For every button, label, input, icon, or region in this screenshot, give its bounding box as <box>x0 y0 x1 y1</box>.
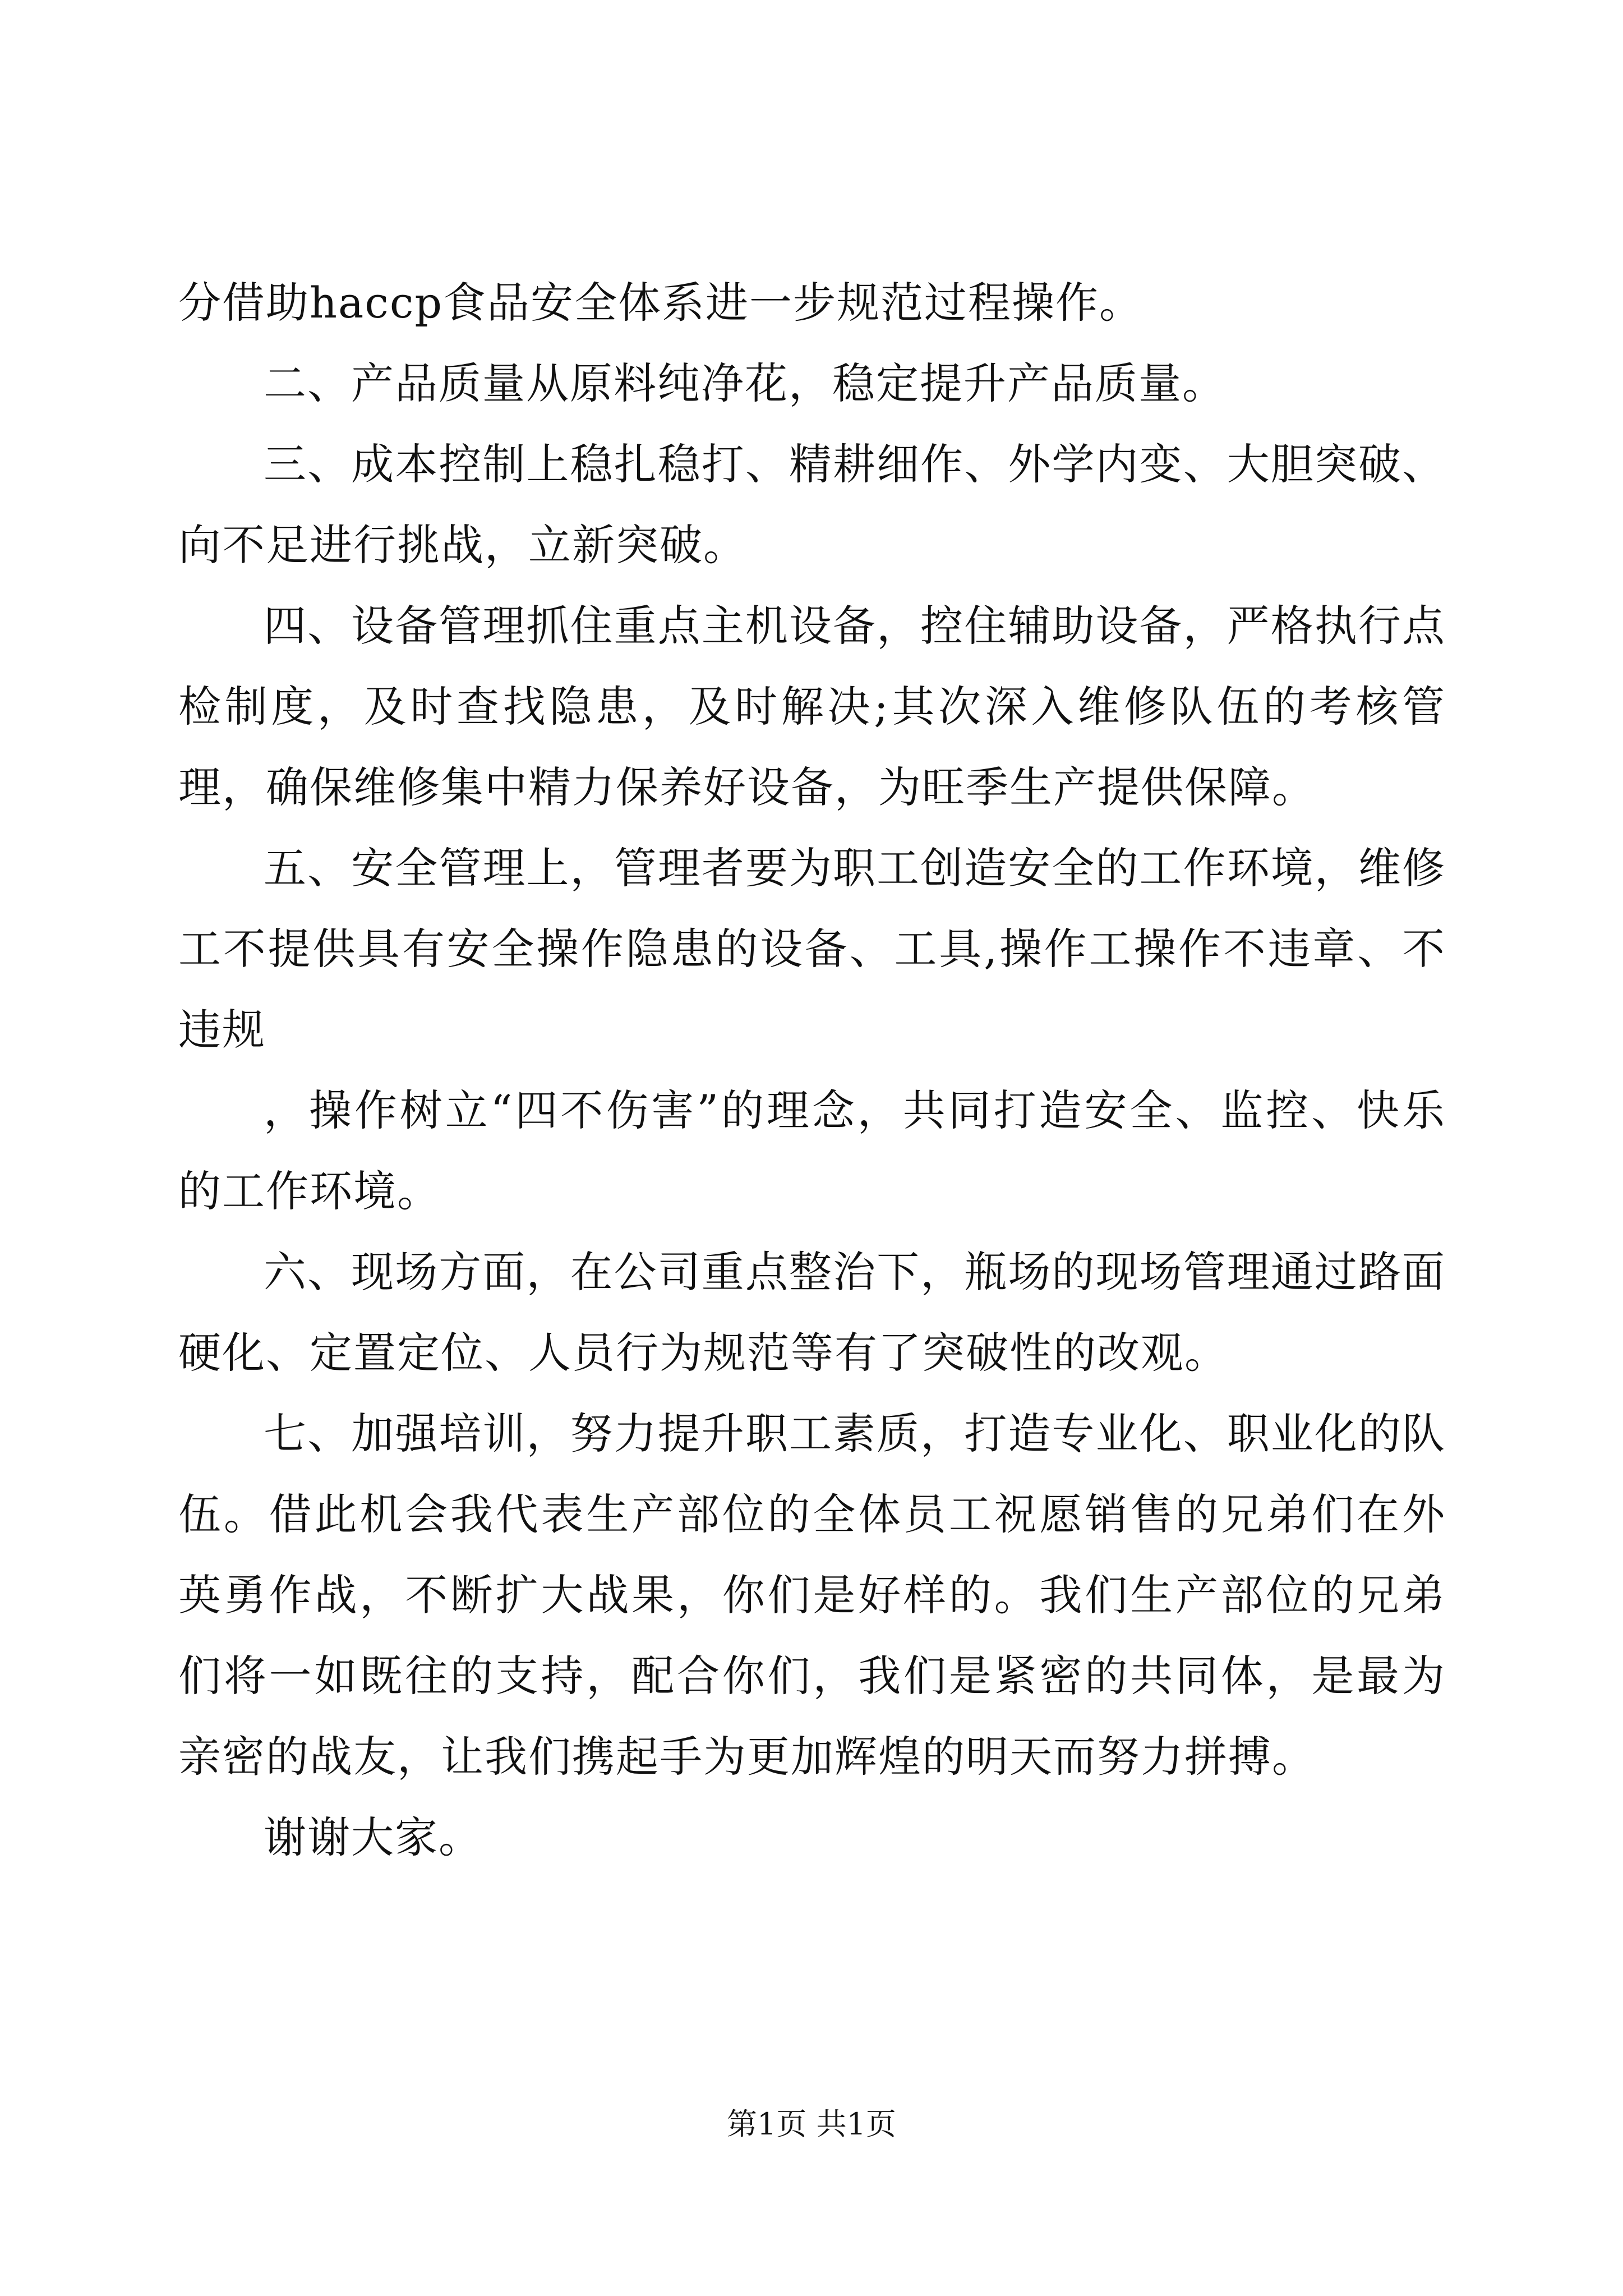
paragraph-site-management: 六、现场方面，在公司重点整治下，瓶场的现场管理通过路面硬化、定置定位、人员行为规范等有了突破性的改观。 <box>178 1247 1446 1378</box>
page-footer <box>0 2105 1623 2144</box>
paragraph-cost-control: 三、成本控制上稳扎稳打、精耕细作、外学内变、大胆突破、向不足进行挑战，立新突破。 <box>178 439 1446 570</box>
paragraph-training: 七、加强培训，努力提升职工素质，打造专业化、职业化的队伍。借此机会我代表生产部位的全体员工祝愿销售的兄弟们在外英勇作战，不断扩大战果，你们是好样的。我们生产部位的兄弟们将一如既往的支持，配合你们，我们是紧密的共同体，是最为亲密的战友，让我们携起手为更加辉煌的明天而努力拼搏。 <box>178 1409 1446 1782</box>
paragraph-safety-management: 五、安全管理上，管理者要为职工创造安全的工作环境，维修工不提供具有安全操作隐患的设备、工具,操作工操作不违章、不违规 <box>178 843 1446 1055</box>
document-body <box>178 263 1446 1878</box>
paragraph-equipment-management: 四、设备管理抓住重点主机设备，控住辅助设备，严格执行点检制度，及时查找隐患，及时解决;其次深入维修队伍的考核管理，确保维修集中精力保养好设备，为旺季生产提供保障。 <box>178 601 1446 812</box>
paragraph-product-quality: 二、产品质量从原料纯净花，稳定提升产品质量。 <box>264 358 1226 408</box>
paragraph-safety-continued: ，操作树立“四不伤害”的理念，共同打造安全、监控、快乐的工作环境。 <box>178 1085 1446 1216</box>
paragraph-continuation: 分借助haccp食品安全体系进一步规范过程操作。 <box>178 278 1144 328</box>
paragraph-thanks: 谢谢大家。 <box>264 1812 482 1862</box>
page-number-label: 第1页 共1页 <box>727 2106 896 2142</box>
